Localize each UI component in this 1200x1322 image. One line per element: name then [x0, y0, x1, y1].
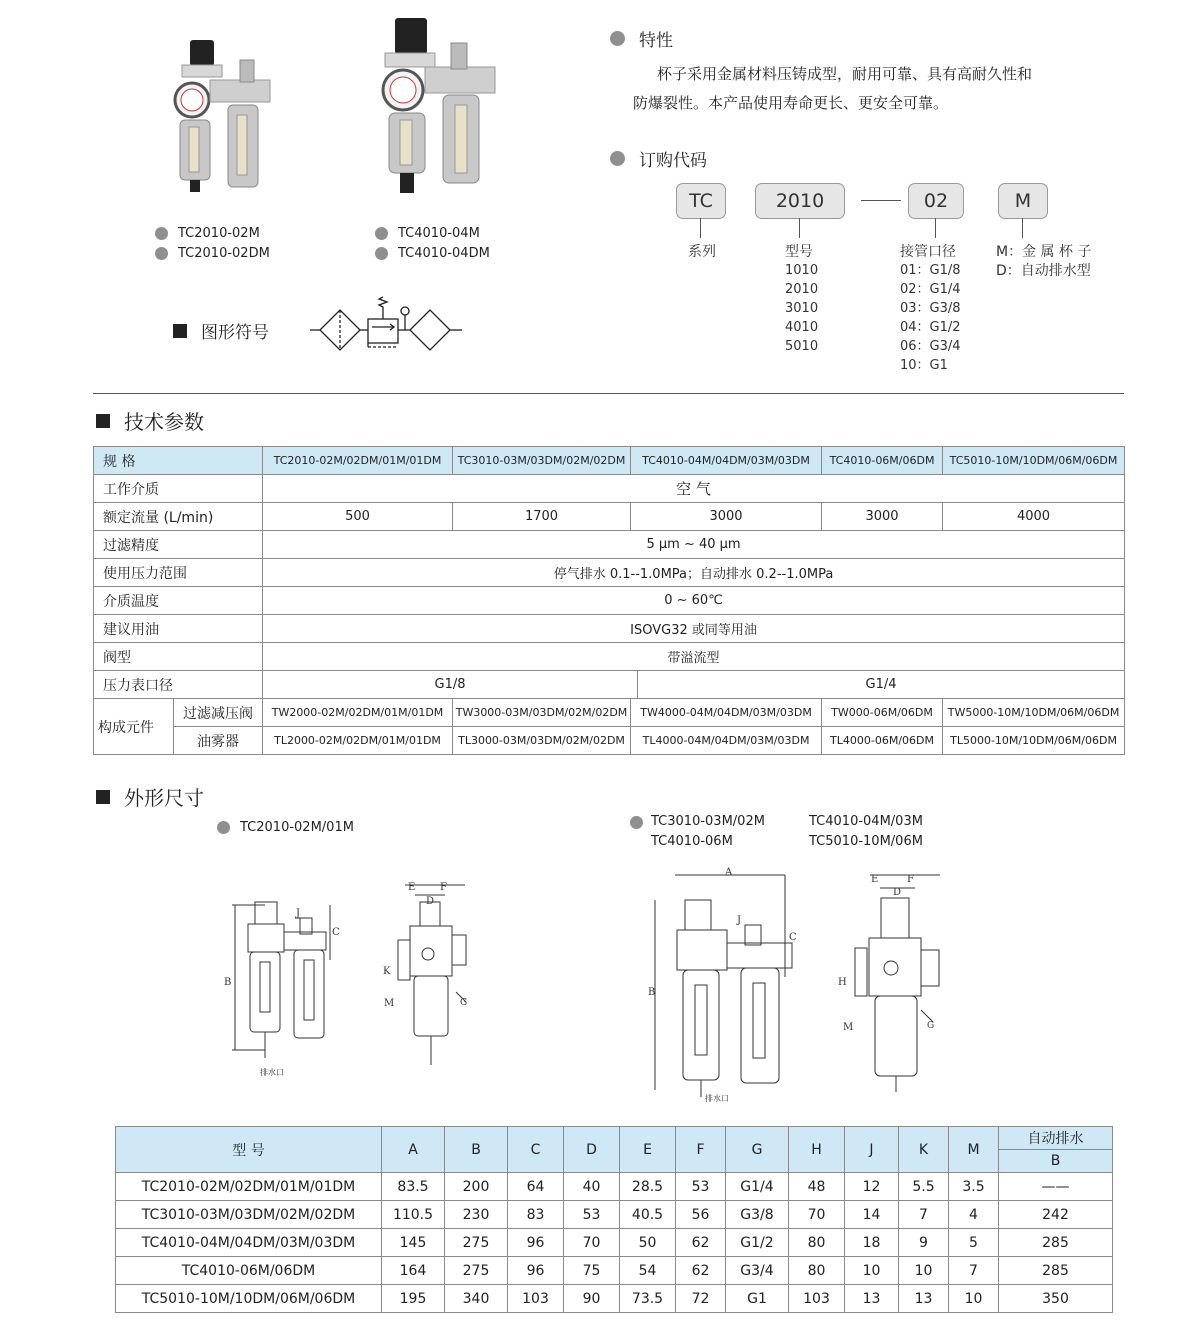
dim-cell-val: 40.5 — [620, 1201, 676, 1229]
dim-cell-model: TC5010-10M/10DM/06M/06DM — [116, 1285, 382, 1313]
dim-cell-model: TC4010-04M/04DM/03M/03DM — [116, 1229, 382, 1257]
dim-cell-val: G1 — [726, 1285, 789, 1313]
dim-cell-val: 53 — [676, 1173, 726, 1201]
dim-cell-val: 110.5 — [382, 1201, 445, 1229]
table-row — [116, 1229, 1113, 1257]
model-code: 3010 — [785, 301, 819, 316]
dim-cell-val: 9 — [899, 1229, 949, 1257]
dim-cell-model: TC4010-06M/06DM — [116, 1257, 382, 1285]
dim-cell-auto: 242 — [999, 1201, 1113, 1229]
dim-header: E — [620, 1127, 676, 1173]
dim-model: TC5010-10M/06M — [809, 834, 923, 849]
dim-cell-val: 70 — [564, 1229, 620, 1257]
dim-letter: G — [927, 1021, 935, 1031]
dim-cell-model: TC2010-02M/02DM/01M/01DM — [116, 1173, 382, 1201]
model-label: 型号 — [785, 244, 813, 260]
dim-letter: M — [843, 1022, 854, 1033]
dim-cell-val: G3/8 — [726, 1201, 789, 1229]
spec-value: TW2000-02M/02DM/01M/01DM — [263, 699, 453, 727]
port-code: 03：G3/8 — [900, 301, 961, 316]
dim-cell-val: 5 — [949, 1229, 999, 1257]
series-label: 系列 — [688, 244, 716, 260]
dim-letter: J — [737, 915, 742, 926]
dim-cell-val: 80 — [789, 1257, 845, 1285]
drain-label: 排水口 — [705, 1094, 729, 1103]
dim-cell-val: 18 — [845, 1229, 899, 1257]
dim-cell-val: 83.5 — [382, 1173, 445, 1201]
code-connector — [1022, 218, 1023, 238]
code-connector — [799, 218, 800, 238]
code-box-option: M — [998, 183, 1048, 219]
spec-value: 带溢流型 — [263, 643, 1125, 671]
dim-cell-val: 53 — [564, 1201, 620, 1229]
port-code: 10：G1 — [900, 358, 948, 373]
dim-cell-val: 28.5 — [620, 1173, 676, 1201]
dim-letter: H — [838, 977, 847, 988]
dim-header: G — [726, 1127, 789, 1173]
dim-cell-val: 103 — [789, 1285, 845, 1313]
dim-cell-auto: 285 — [999, 1229, 1113, 1257]
bullet-icon — [155, 247, 168, 260]
dim-cell-val: 96 — [508, 1257, 564, 1285]
dim-letter: C — [789, 932, 797, 943]
dim-cell-val: 103 — [508, 1285, 564, 1313]
dim-cell-val: 56 — [676, 1201, 726, 1229]
dim-header: F — [676, 1127, 726, 1173]
dim-header: 型 号 — [116, 1127, 382, 1173]
spec-label: 构成元件 — [94, 699, 174, 755]
port-code: 02：G1/4 — [900, 282, 961, 297]
dim-cell-val: 62 — [676, 1257, 726, 1285]
dim-cell-val: 7 — [949, 1257, 999, 1285]
spec-model: TC4010-04M/04DM/03M/03DM — [631, 447, 822, 475]
dim-letter: B — [224, 977, 232, 988]
features-line: 杯子采用金属材料压铸成型，耐用可靠、具有高耐久性和 — [657, 65, 1033, 83]
bullet-icon — [217, 821, 230, 834]
dim-letter: E — [408, 882, 416, 893]
dim-cell-val: 10 — [899, 1257, 949, 1285]
divider — [93, 393, 1124, 394]
dim-cell-val: 200 — [445, 1173, 508, 1201]
dim-model: TC4010-06M — [651, 834, 733, 849]
spec-model: TC5010-10M/10DM/06M/06DM — [943, 447, 1125, 475]
dim-cell-val: G3/4 — [726, 1257, 789, 1285]
port-code: 04：G1/2 — [900, 320, 961, 335]
port-code: 01：G1/8 — [900, 263, 961, 278]
spec-label: 油雾器 — [174, 727, 263, 755]
section-square-icon — [96, 790, 110, 804]
dim-cell-val: G1/2 — [726, 1229, 789, 1257]
spec-value: TW3000-03M/03DM/02M/02DM — [453, 699, 631, 727]
dim-letter: B — [648, 987, 656, 998]
dim-cell-val: 90 — [564, 1285, 620, 1313]
dim-cell-val: 62 — [676, 1229, 726, 1257]
table-row — [116, 1285, 1113, 1313]
dim-letter: J — [296, 908, 301, 919]
dim-header: K — [899, 1127, 949, 1173]
product-photo-tc2010 — [160, 35, 280, 195]
dim-cell-val: 275 — [445, 1229, 508, 1257]
dim-cell-val: 96 — [508, 1229, 564, 1257]
dimension-drawing-side-large — [835, 870, 950, 1095]
dim-cell-model: TC3010-03M/03DM/02M/02DM — [116, 1201, 382, 1229]
dim-cell-val: 70 — [789, 1201, 845, 1229]
spec-value: TW4000-04M/04DM/03M/03DM — [631, 699, 822, 727]
features-heading: 特性 — [639, 31, 673, 51]
dim-heading: 外形尺寸 — [124, 786, 204, 810]
photo-model: TC2010-02DM — [178, 245, 270, 261]
spec-value: 500 — [263, 503, 453, 531]
spec-label: 规 格 — [94, 447, 263, 475]
dim-cell-val: 54 — [620, 1257, 676, 1285]
spec-model: TC4010-06M/06DM — [822, 447, 943, 475]
order-code-heading: 订购代码 — [639, 151, 707, 171]
dim-cell-val: 75 — [564, 1257, 620, 1285]
code-connector — [700, 218, 701, 238]
spec-value: TL3000-03M/03DM/02M/02DM — [453, 727, 631, 755]
spec-value: TL4000-04M/04DM/03M/03DM — [631, 727, 822, 755]
dimension-drawing-front-small — [220, 890, 350, 1085]
bullet-icon — [155, 227, 168, 240]
spec-value: 0 ~ 60℃ — [263, 587, 1125, 615]
photo-model: TC2010-02M — [178, 225, 260, 241]
spec-value: TW000-06M/06DM — [822, 699, 943, 727]
code-box-model: 2010 — [755, 183, 845, 219]
dim-cell-val: 40 — [564, 1173, 620, 1201]
dim-cell-val: 230 — [445, 1201, 508, 1229]
model-code: 1010 — [785, 263, 819, 278]
spec-value: ISOVG32 或同等用油 — [263, 615, 1125, 643]
dim-letter: G — [460, 998, 468, 1008]
bullet-icon — [610, 31, 625, 46]
spec-label: 使用压力范围 — [94, 559, 263, 587]
dim-cell-val: 64 — [508, 1173, 564, 1201]
dim-header: B — [999, 1150, 1113, 1173]
spec-label: 工作介质 — [94, 475, 263, 503]
dim-letter: D — [426, 896, 435, 907]
dimension-drawing-side-small — [380, 880, 480, 1080]
code-box-series: TC — [676, 183, 726, 219]
dim-letter: K — [383, 966, 391, 977]
dim-model: TC2010-02M/01M — [240, 819, 354, 835]
dim-cell-val: 13 — [899, 1285, 949, 1313]
dim-cell-auto: 285 — [999, 1257, 1113, 1285]
dim-cell-val: 5.5 — [899, 1173, 949, 1201]
option-code: D：自动排水型 — [996, 263, 1091, 279]
spec-value: 4000 — [943, 503, 1125, 531]
bullet-icon — [375, 227, 388, 240]
dim-letter: M — [384, 998, 395, 1009]
dim-cell-auto: 350 — [999, 1285, 1113, 1313]
spec-value: G1/4 — [638, 671, 1125, 699]
spec-value: TL5000-10M/10DM/06M/06DM — [943, 727, 1125, 755]
spec-label: 额定流量 (L/min) — [94, 503, 263, 531]
spec-model: TC3010-03M/03DM/02M/02DM — [453, 447, 631, 475]
dim-cell-val: 13 — [845, 1285, 899, 1313]
dim-cell-val: 12 — [845, 1173, 899, 1201]
dim-cell-val: 7 — [899, 1201, 949, 1229]
dim-cell-auto: —— — [999, 1173, 1113, 1201]
port-label: 接管口径 — [900, 244, 956, 260]
spec-label: 阀型 — [94, 643, 263, 671]
dim-letter: A — [725, 867, 733, 878]
spec-value: TL4000-06M/06DM — [822, 727, 943, 755]
dim-cell-val: 3.5 — [949, 1173, 999, 1201]
section-square-icon — [173, 324, 187, 338]
spec-label: 建议用油 — [94, 615, 263, 643]
spec-value: 3000 — [631, 503, 822, 531]
dim-cell-val: 83 — [508, 1201, 564, 1229]
spec-value: 空 气 — [263, 475, 1125, 503]
spec-label: 介质温度 — [94, 587, 263, 615]
dim-cell-val: 73.5 — [620, 1285, 676, 1313]
dim-cell-val: 80 — [789, 1229, 845, 1257]
features-line: 防爆裂性。本产品使用寿命更长、更安全可靠。 — [633, 94, 949, 112]
dim-header: M — [949, 1127, 999, 1173]
dim-header: A — [382, 1127, 445, 1173]
dim-header: H — [789, 1127, 845, 1173]
tech-heading: 技术参数 — [124, 410, 204, 434]
dimension-table — [115, 1126, 1113, 1313]
drain-label: 排水口 — [260, 1068, 284, 1077]
dim-cell-val: 14 — [845, 1201, 899, 1229]
table-row — [116, 1201, 1113, 1229]
dim-header: 自动排水 — [999, 1127, 1113, 1150]
spec-model: TC2010-02M/02DM/01M/01DM — [263, 447, 453, 475]
option-code: M：金 属 杯 子 — [996, 244, 1092, 260]
section-square-icon — [96, 414, 110, 428]
dim-model: TC4010-04M/03M — [809, 814, 923, 829]
dim-letter: C — [332, 927, 340, 938]
dim-cell-val: 10 — [845, 1257, 899, 1285]
dim-cell-val: 48 — [789, 1173, 845, 1201]
spec-value: 停气排水 0.1--1.0MPa；自动排水 0.2--1.0MPa — [263, 559, 1125, 587]
bullet-icon — [610, 151, 625, 166]
spec-table — [93, 446, 1125, 755]
code-connector — [935, 218, 936, 238]
dim-cell-val: 164 — [382, 1257, 445, 1285]
photo-model: TC4010-04DM — [398, 245, 490, 261]
photo-model: TC4010-04M — [398, 225, 480, 241]
table-row — [116, 1257, 1113, 1285]
dim-cell-val: 340 — [445, 1285, 508, 1313]
table-row — [116, 1173, 1113, 1201]
dim-letter: E — [871, 874, 879, 885]
spec-value: 5 μm ~ 40 μm — [263, 531, 1125, 559]
product-photo-tc4010 — [375, 15, 505, 195]
spec-value: 1700 — [453, 503, 631, 531]
code-box-port: 02 — [908, 183, 964, 219]
dim-cell-val: 145 — [382, 1229, 445, 1257]
dim-cell-val: 4 — [949, 1201, 999, 1229]
dim-header: B — [445, 1127, 508, 1173]
dim-cell-val: 275 — [445, 1257, 508, 1285]
spec-value: TL2000-02M/02DM/01M/01DM — [263, 727, 453, 755]
port-code: 06：G3/4 — [900, 339, 961, 354]
model-code: 5010 — [785, 339, 819, 354]
symbol-heading: 图形符号 — [201, 323, 269, 343]
code-dash — [861, 200, 901, 201]
dim-cell-val: 50 — [620, 1229, 676, 1257]
pneumatic-symbol-icon — [310, 295, 465, 360]
dim-header: C — [508, 1127, 564, 1173]
model-code: 2010 — [785, 282, 819, 297]
spec-value: G1/8 — [263, 671, 638, 699]
dim-letter: D — [893, 887, 902, 898]
dim-header: D — [564, 1127, 620, 1173]
dim-cell-val: 10 — [949, 1285, 999, 1313]
spec-label: 过滤减压阀 — [174, 699, 263, 727]
dim-model: TC3010-03M/02M — [651, 814, 765, 829]
dim-letter: F — [440, 882, 447, 893]
spec-value: 3000 — [822, 503, 943, 531]
dim-cell-val: 72 — [676, 1285, 726, 1313]
model-code: 4010 — [785, 320, 819, 335]
dim-cell-val: 195 — [382, 1285, 445, 1313]
spec-label: 过滤精度 — [94, 531, 263, 559]
dimension-drawing-front-large — [645, 865, 805, 1105]
bullet-icon — [630, 816, 643, 829]
dim-header: J — [845, 1127, 899, 1173]
dim-cell-val: G1/4 — [726, 1173, 789, 1201]
bullet-icon — [375, 247, 388, 260]
spec-label: 压力表口径 — [94, 671, 263, 699]
dim-letter: F — [907, 874, 914, 885]
spec-value: TW5000-10M/10DM/06M/06DM — [943, 699, 1125, 727]
